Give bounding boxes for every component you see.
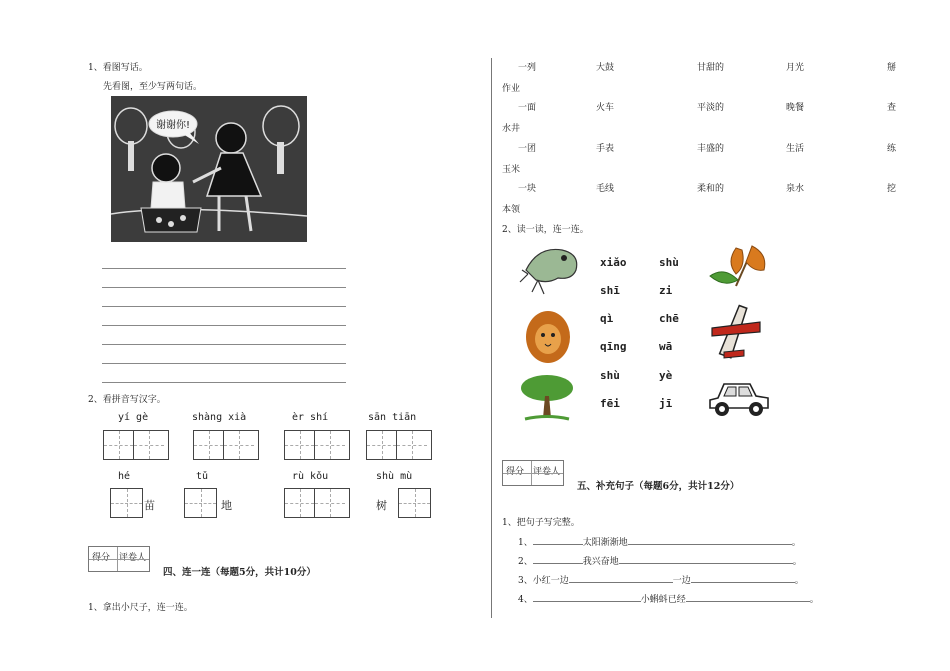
- pinyin-label: rù kǒu: [292, 471, 329, 482]
- match-word: 泉水: [786, 184, 805, 194]
- blank[interactable]: [533, 555, 583, 564]
- writing-grid[interactable]: [184, 488, 217, 518]
- pinyin-label: shù mù: [376, 471, 413, 482]
- speech-bubble-text: 谢谢你!: [155, 120, 191, 131]
- sentence-1: [518, 535, 801, 548]
- writing-line[interactable]: [102, 268, 346, 269]
- pinyin-option[interactable]: shù: [600, 369, 620, 382]
- pinyin-option[interactable]: zi: [659, 284, 673, 297]
- match-word: 一列: [518, 63, 537, 73]
- match-word: 手表: [596, 144, 615, 154]
- match-word: 作业: [502, 84, 521, 94]
- pinyin-option[interactable]: chē: [659, 312, 679, 325]
- match-word: 甘甜的: [697, 63, 725, 73]
- match-word: 一面: [518, 103, 537, 113]
- pinyin-label: tǔ: [196, 471, 209, 482]
- lion-icon: [525, 310, 571, 364]
- question-1-title: 1、看图写话。: [88, 63, 148, 73]
- blank[interactable]: [691, 574, 795, 583]
- writing-grid[interactable]: [398, 488, 431, 518]
- pinyin-option[interactable]: jī: [659, 397, 673, 410]
- given-character: 地: [221, 499, 232, 512]
- writing-grid[interactable]: [284, 488, 350, 518]
- sentence-4: [518, 592, 819, 605]
- score-box: [502, 460, 564, 486]
- pinyin-label: hé: [118, 471, 131, 482]
- blank[interactable]: [619, 555, 793, 564]
- frog-icon: [518, 240, 582, 296]
- pinyin-label: sān tiān: [368, 412, 417, 423]
- period: 。: [794, 576, 804, 586]
- writing-line[interactable]: [102, 306, 346, 307]
- writing-line[interactable]: [102, 287, 346, 288]
- writing-grid[interactable]: [193, 430, 259, 460]
- sentence-number: 4、: [518, 595, 533, 605]
- score-box: [88, 546, 150, 572]
- match-word: 练: [887, 144, 897, 154]
- writing-grid[interactable]: [366, 430, 432, 460]
- period: 。: [809, 595, 819, 605]
- blank[interactable]: [533, 536, 583, 545]
- period: 。: [791, 538, 801, 548]
- sentence-number: 3、: [518, 576, 533, 586]
- picture-two-children: [111, 96, 307, 242]
- match-word: 生活: [786, 144, 805, 154]
- sentence-number: 2、: [518, 557, 533, 567]
- car-icon: [706, 376, 772, 418]
- writing-line[interactable]: [102, 344, 346, 345]
- match-word: 查: [887, 103, 897, 113]
- sentence-text: 一边: [672, 576, 691, 586]
- blank[interactable]: [533, 593, 641, 602]
- pinyin-label: shàng xià: [192, 412, 247, 423]
- sentence-3: [518, 573, 804, 586]
- blank[interactable]: [569, 574, 673, 583]
- match-word: 柔和的: [697, 184, 725, 194]
- sentence-text: 小红一边: [532, 576, 569, 586]
- leaves-icon: [706, 240, 772, 292]
- pinyin-label: yí gè: [118, 412, 149, 423]
- read-and-connect-title: 2、读一读，连一连。: [502, 225, 589, 235]
- pinyin-option[interactable]: wā: [659, 340, 673, 353]
- score-label: 得分: [506, 467, 525, 477]
- pinyin-option[interactable]: shù: [659, 256, 679, 269]
- question-1-instruction: 先看图，至少写两句话。: [103, 82, 203, 92]
- blank[interactable]: [628, 536, 792, 545]
- writing-line[interactable]: [102, 382, 346, 383]
- given-character: 树: [376, 499, 387, 512]
- match-word: 一团: [518, 144, 537, 154]
- pinyin-label: èr shí: [292, 412, 329, 423]
- match-word: 丰盛的: [697, 144, 725, 154]
- section-5-question-1: 1、把句子写完整。: [502, 518, 580, 528]
- match-word: 一块: [518, 184, 537, 194]
- sentence-text: 太阳渐渐地: [582, 538, 628, 548]
- pinyin-option[interactable]: qì: [600, 312, 614, 325]
- match-word: 本领: [502, 205, 521, 215]
- writing-grid[interactable]: [103, 430, 169, 460]
- given-character: 苗: [144, 499, 155, 512]
- score-label: 得分: [92, 553, 111, 563]
- writing-grid[interactable]: [284, 430, 350, 460]
- match-word: 掰: [887, 63, 897, 73]
- blank[interactable]: [686, 593, 810, 602]
- sentence-text: 小蝌蚪已经: [640, 595, 686, 605]
- pinyin-option[interactable]: yè: [659, 369, 673, 382]
- question-2-title: 2、看拼音写汉字。: [88, 395, 166, 405]
- column-divider: [491, 58, 492, 618]
- section-5-heading: 五、补充句子（每题6分，共计12分）: [577, 481, 740, 492]
- match-word: 挖: [887, 184, 897, 194]
- writing-line[interactable]: [102, 363, 346, 364]
- section-4-heading: 四、连一连（每题5分，共计10分）: [163, 567, 316, 578]
- grader-label: 评卷人: [119, 553, 147, 563]
- airplane-icon: [710, 302, 762, 364]
- sentence-2: [518, 554, 802, 567]
- match-word: 平淡的: [697, 103, 725, 113]
- match-word: 大鼓: [596, 63, 615, 73]
- grader-label: 评卷人: [533, 467, 561, 477]
- writing-grid[interactable]: [110, 488, 143, 518]
- match-word: 毛线: [596, 184, 615, 194]
- match-word: 火车: [596, 103, 615, 113]
- pinyin-option[interactable]: shī: [600, 284, 620, 297]
- match-word: 玉米: [502, 165, 521, 175]
- match-word: 晚餐: [786, 103, 805, 113]
- sentence-text: 我兴奋地: [582, 557, 619, 567]
- match-word: 水井: [502, 124, 521, 134]
- section-4-question-1: 1、拿出小尺子，连一连。: [88, 603, 193, 613]
- pinyin-option[interactable]: qīng: [600, 340, 627, 353]
- period: 。: [792, 557, 802, 567]
- sentence-number: 1、: [518, 538, 533, 548]
- pinyin-option[interactable]: fēi: [600, 397, 620, 410]
- tree-icon: [519, 372, 575, 422]
- pinyin-option[interactable]: xiǎo: [600, 256, 627, 269]
- match-word: 月光: [786, 63, 805, 73]
- writing-line[interactable]: [102, 325, 346, 326]
